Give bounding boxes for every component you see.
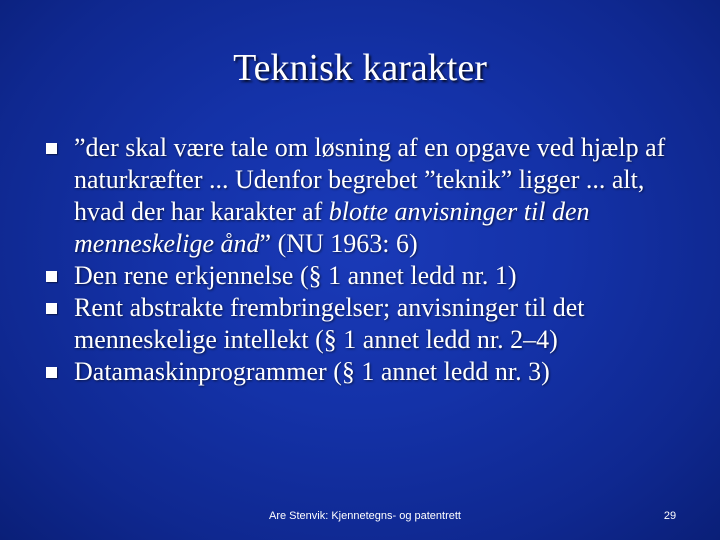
bullet-text-italic: blotte anvisninger til den menneskelige ånd <box>74 197 590 258</box>
square-bullet-icon <box>46 143 57 154</box>
bullet-text: Rent abstrakte frembringelser; anvisninger til det menneskelige intellekt (§ 1 annet ledd nr. 2–4) <box>74 293 585 354</box>
bullet-list <box>46 132 696 388</box>
bullet-item <box>46 132 696 260</box>
slide-footer: Are Stenvik: Kjennetegns- og patentrett <box>268 510 461 522</box>
bullet-item <box>46 356 696 388</box>
square-bullet-icon <box>46 367 57 378</box>
slide-title: Teknisk karakter <box>233 47 487 89</box>
bullet-item <box>46 260 696 292</box>
bullet-text: Den rene erkjennelse (§ 1 annet ledd nr. 1) <box>74 261 517 290</box>
bullet-text: Datamaskinprogrammer (§ 1 annet ledd nr. 3) <box>74 357 550 386</box>
page-number: 29 <box>663 510 677 522</box>
bullet-item <box>46 292 696 356</box>
bullet-text: ”der skal være tale om løsning af en opgave ved hjælp af naturkræfter ... Udenfor begrebet ”teknik” ligger ... alt, hvad der har karakter af <box>74 133 666 226</box>
square-bullet-icon <box>46 303 57 314</box>
bullet-text: ” (NU 1963: 6) <box>259 229 418 258</box>
square-bullet-icon <box>46 271 57 282</box>
